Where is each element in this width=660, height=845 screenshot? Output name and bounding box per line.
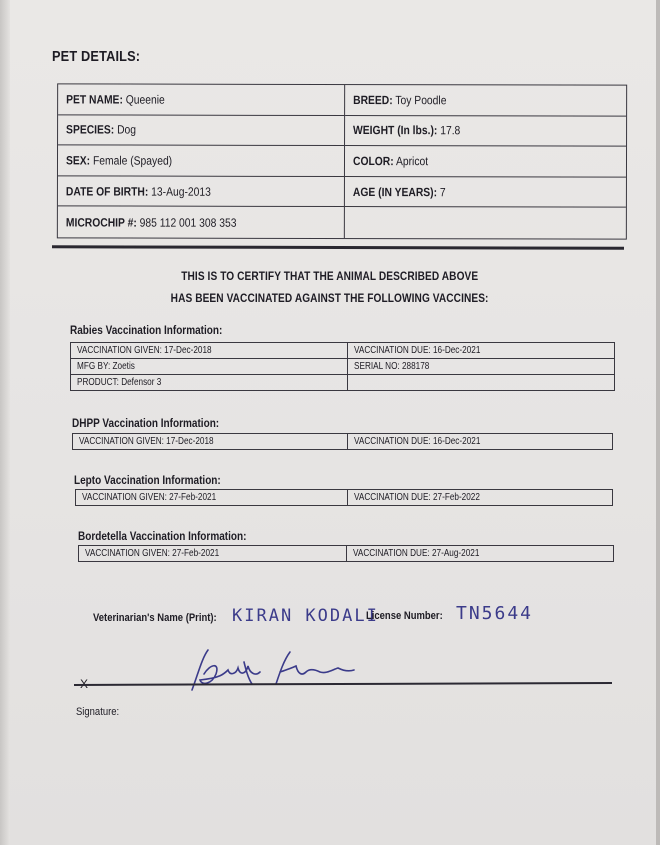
dhpp-due [348,434,612,449]
license-label [366,610,455,622]
certify-line-1-text: THIS IS TO CERTIFY THAT THE ANIMAL DESCRIBED ABOVE [181,271,479,283]
page-edge-right [656,0,660,845]
rabies-empty [348,375,614,390]
lepto-given [76,490,348,505]
dhpp-title-text: DHPP Vaccination Information: [72,418,220,430]
color-cell [345,146,626,177]
bordetella-table [78,545,614,562]
rabies-due-text: VACCINATION DUE: 16-Dec-2021 [354,345,481,356]
certify-line-2-text: HAS BEEN VACCINATED AGAINST THE FOLLOWING VACCINES: [171,293,489,305]
dob-value: 13-Aug-2013 [151,184,211,199]
weight-value: 17.8 [440,123,461,138]
pet-name-value: Queenie [125,92,165,107]
breed-cell [345,85,626,116]
color-value: Apricot [395,154,429,169]
rabies-product-text: PRODUCT: Defensor 3 [77,377,162,388]
weight-cell [345,116,626,147]
license-label-text: License Number: [366,610,443,622]
rabies-serial-text: SERIAL NO: 288178 [354,361,430,372]
bordetella-title [78,531,272,543]
license-value: TN5644 [456,603,534,624]
bordetella-due [347,546,613,561]
rabies-due [348,343,614,359]
bordetella-given-text: VACCINATION GIVEN: 27-Feb-2021 [85,548,220,559]
signature-label [76,706,126,718]
rabies-given [71,343,348,359]
color-label: COLOR: [352,154,394,169]
empty-cell [345,207,626,238]
species-value: Dog [117,122,137,137]
lepto-title [74,475,243,487]
pet-name-label: PET NAME: [66,92,123,107]
vet-name-value: KIRAN KODALI [232,606,379,626]
bordetella-due-text: VACCINATION DUE: 27-Aug-2021 [353,548,480,559]
rabies-mfg-text: MFG BY: Zoetis [77,361,135,372]
signature-label-text: Signature: [76,706,120,718]
lepto-title-text: Lepto Vaccination Information: [74,475,221,487]
sex-cell [58,146,345,177]
sex-value: Female (Spayed) [92,153,173,168]
dhpp-due-text: VACCINATION DUE: 16-Dec-2021 [354,436,481,447]
rabies-table [70,342,615,391]
age-cell [345,177,626,208]
lepto-due [348,490,612,505]
rabies-mfg [71,359,348,375]
dhpp-table [72,433,613,450]
bordetella-title-text: Bordetella Vaccination Information: [78,531,247,543]
microchip-cell [58,207,345,238]
dhpp-given-text: VACCINATION GIVEN: 17-Dec-2018 [79,436,214,447]
rabies-serial [348,359,614,375]
dob-cell [58,176,345,207]
page-edge-left [0,0,10,845]
signature-scribble [180,644,360,696]
certify-line-1 [0,271,660,283]
microchip-value: 985 112 001 308 353 [139,215,237,230]
section-divider [52,245,624,249]
pet-name-cell [58,84,345,115]
rabies-given-text: VACCINATION GIVEN: 17-Dec-2018 [77,345,212,356]
microchip-label: MICROCHIP #: [65,215,137,230]
rabies-product [71,375,348,390]
rabies-title-text: Rabies Vaccination Information: [70,325,223,337]
species-label: SPECIES: [66,122,115,137]
vet-name-label [93,612,237,624]
lepto-table [75,489,613,506]
vet-name-label-text: Veterinarian's Name (Print): [93,612,217,624]
breed-value: Toy Poodle [395,92,447,108]
dhpp-title [72,418,241,430]
age-value: 7 [439,184,446,199]
pet-details-table [57,83,627,239]
breed-label: BREED: [353,92,393,107]
bordetella-given [79,546,347,561]
dob-label: DATE OF BIRTH: [65,184,149,199]
lepto-given-text: VACCINATION GIVEN: 27-Feb-2021 [82,492,217,503]
species-cell [58,115,345,146]
weight-label: WEIGHT (In lbs.): [353,123,438,138]
pet-details-heading: PET DETAILS: [52,48,141,65]
dhpp-given [73,434,348,449]
rabies-title [70,325,245,337]
certify-line-2 [0,293,660,305]
age-label: AGE (IN YEARS): [352,184,438,199]
lepto-due-text: VACCINATION DUE: 27-Feb-2022 [354,492,480,503]
sex-label: SEX: [65,153,91,168]
